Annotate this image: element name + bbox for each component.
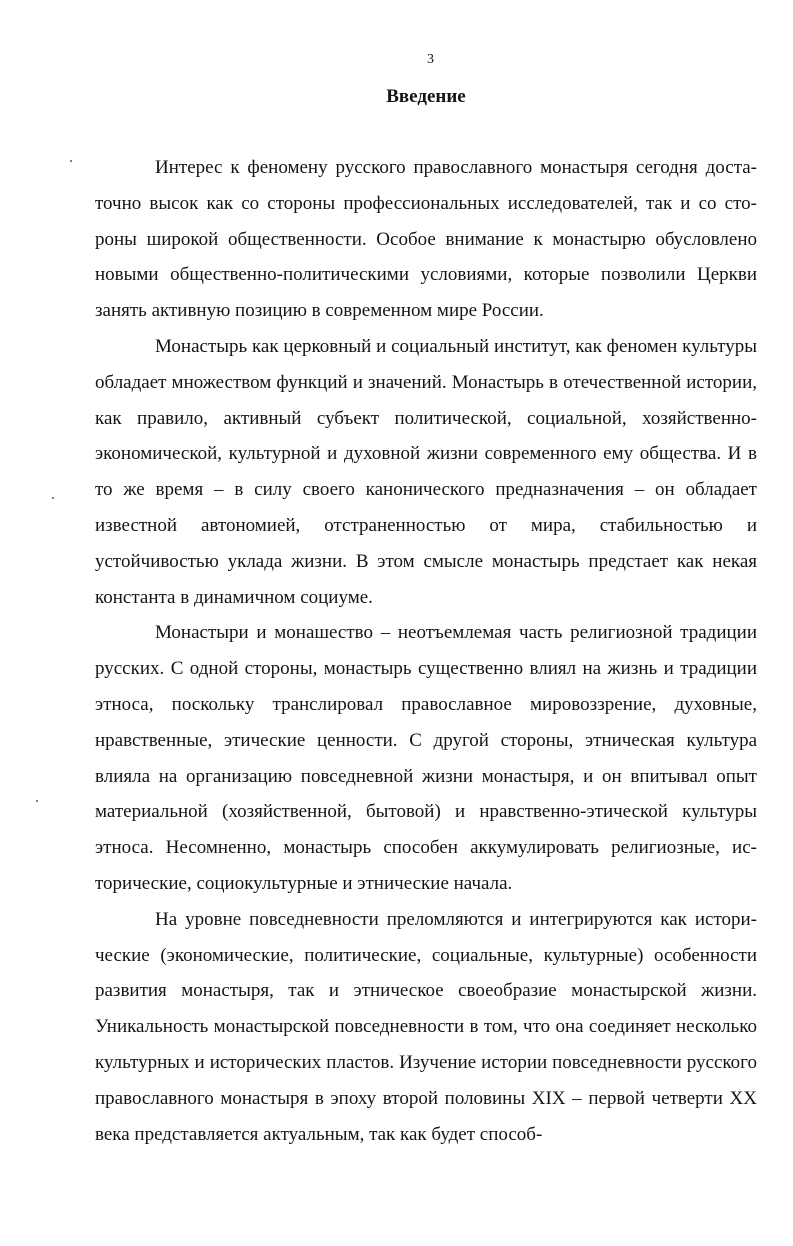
scan-speck <box>70 160 72 162</box>
body-text <box>95 150 757 1152</box>
scan-speck <box>36 800 38 802</box>
section-heading: Введение <box>386 86 466 107</box>
paragraph-1: Интерес к феномену русского православного монастыря сегодня достаточно высок как со стороны профессиональных исследователей, так и со стороны широкой общественности. Особое внимание к монастырю обусловлено новыми общественно-политическими условиями, которые позволили Церкви занять активную позицию в современном мире России. <box>95 157 757 322</box>
paragraph-2: Монастырь как церковный и социальный институт, как феномен культуры обладает множеством функций и значений. Монастырь в отечественной истории, как правило, активный субъект политической, социальной, хозяйственно-экономической, культурной и духовной жизни современного ему общества. И в то же время – в силу своего канонического предназначения – он обладает известной автономией, отстраненностью от мира, стабильностью и устойчивостью уклада жизни. В этом смысле монастырь предстает как некая константа в динамичном социуме. <box>95 335 757 608</box>
paragraph-3: Монастыри и монашество – неотъемлемая часть религиозной традиции русских. С одной стороны, монастырь существенно влиял на жизнь и традиции этноса, поскольку транслировал православное мировоззрение, духовные, нравственные, этические ценности. С другой стороны, этническая культура влияла на организацию повседневной жизни монастыря, и он впитывал опыт материальной (хозяйственной, бытовой) и нравственно-этической культуры этноса. Несомненно, монастырь способен аккумулировать религиозные, исторические, социокультурные и этнические начала. <box>95 622 757 894</box>
scan-speck <box>52 497 54 499</box>
page-number: 3 <box>427 52 434 67</box>
paragraph-4: На уровне повседневности преломляются и интегрируются как исторические (экономические, политические, социальные, культурные) особенности развития монастыря, так и этническое своеобразие монастырской жизни. Уникальность монастырской повседневности в том, что она соединяет несколько культурных и исторических пластов. Изучение истории повседневности русского православного монастыря в эпоху второй половины XIX – первой четверти XX века представляется актуальным, так как будет способ- <box>95 908 757 1145</box>
